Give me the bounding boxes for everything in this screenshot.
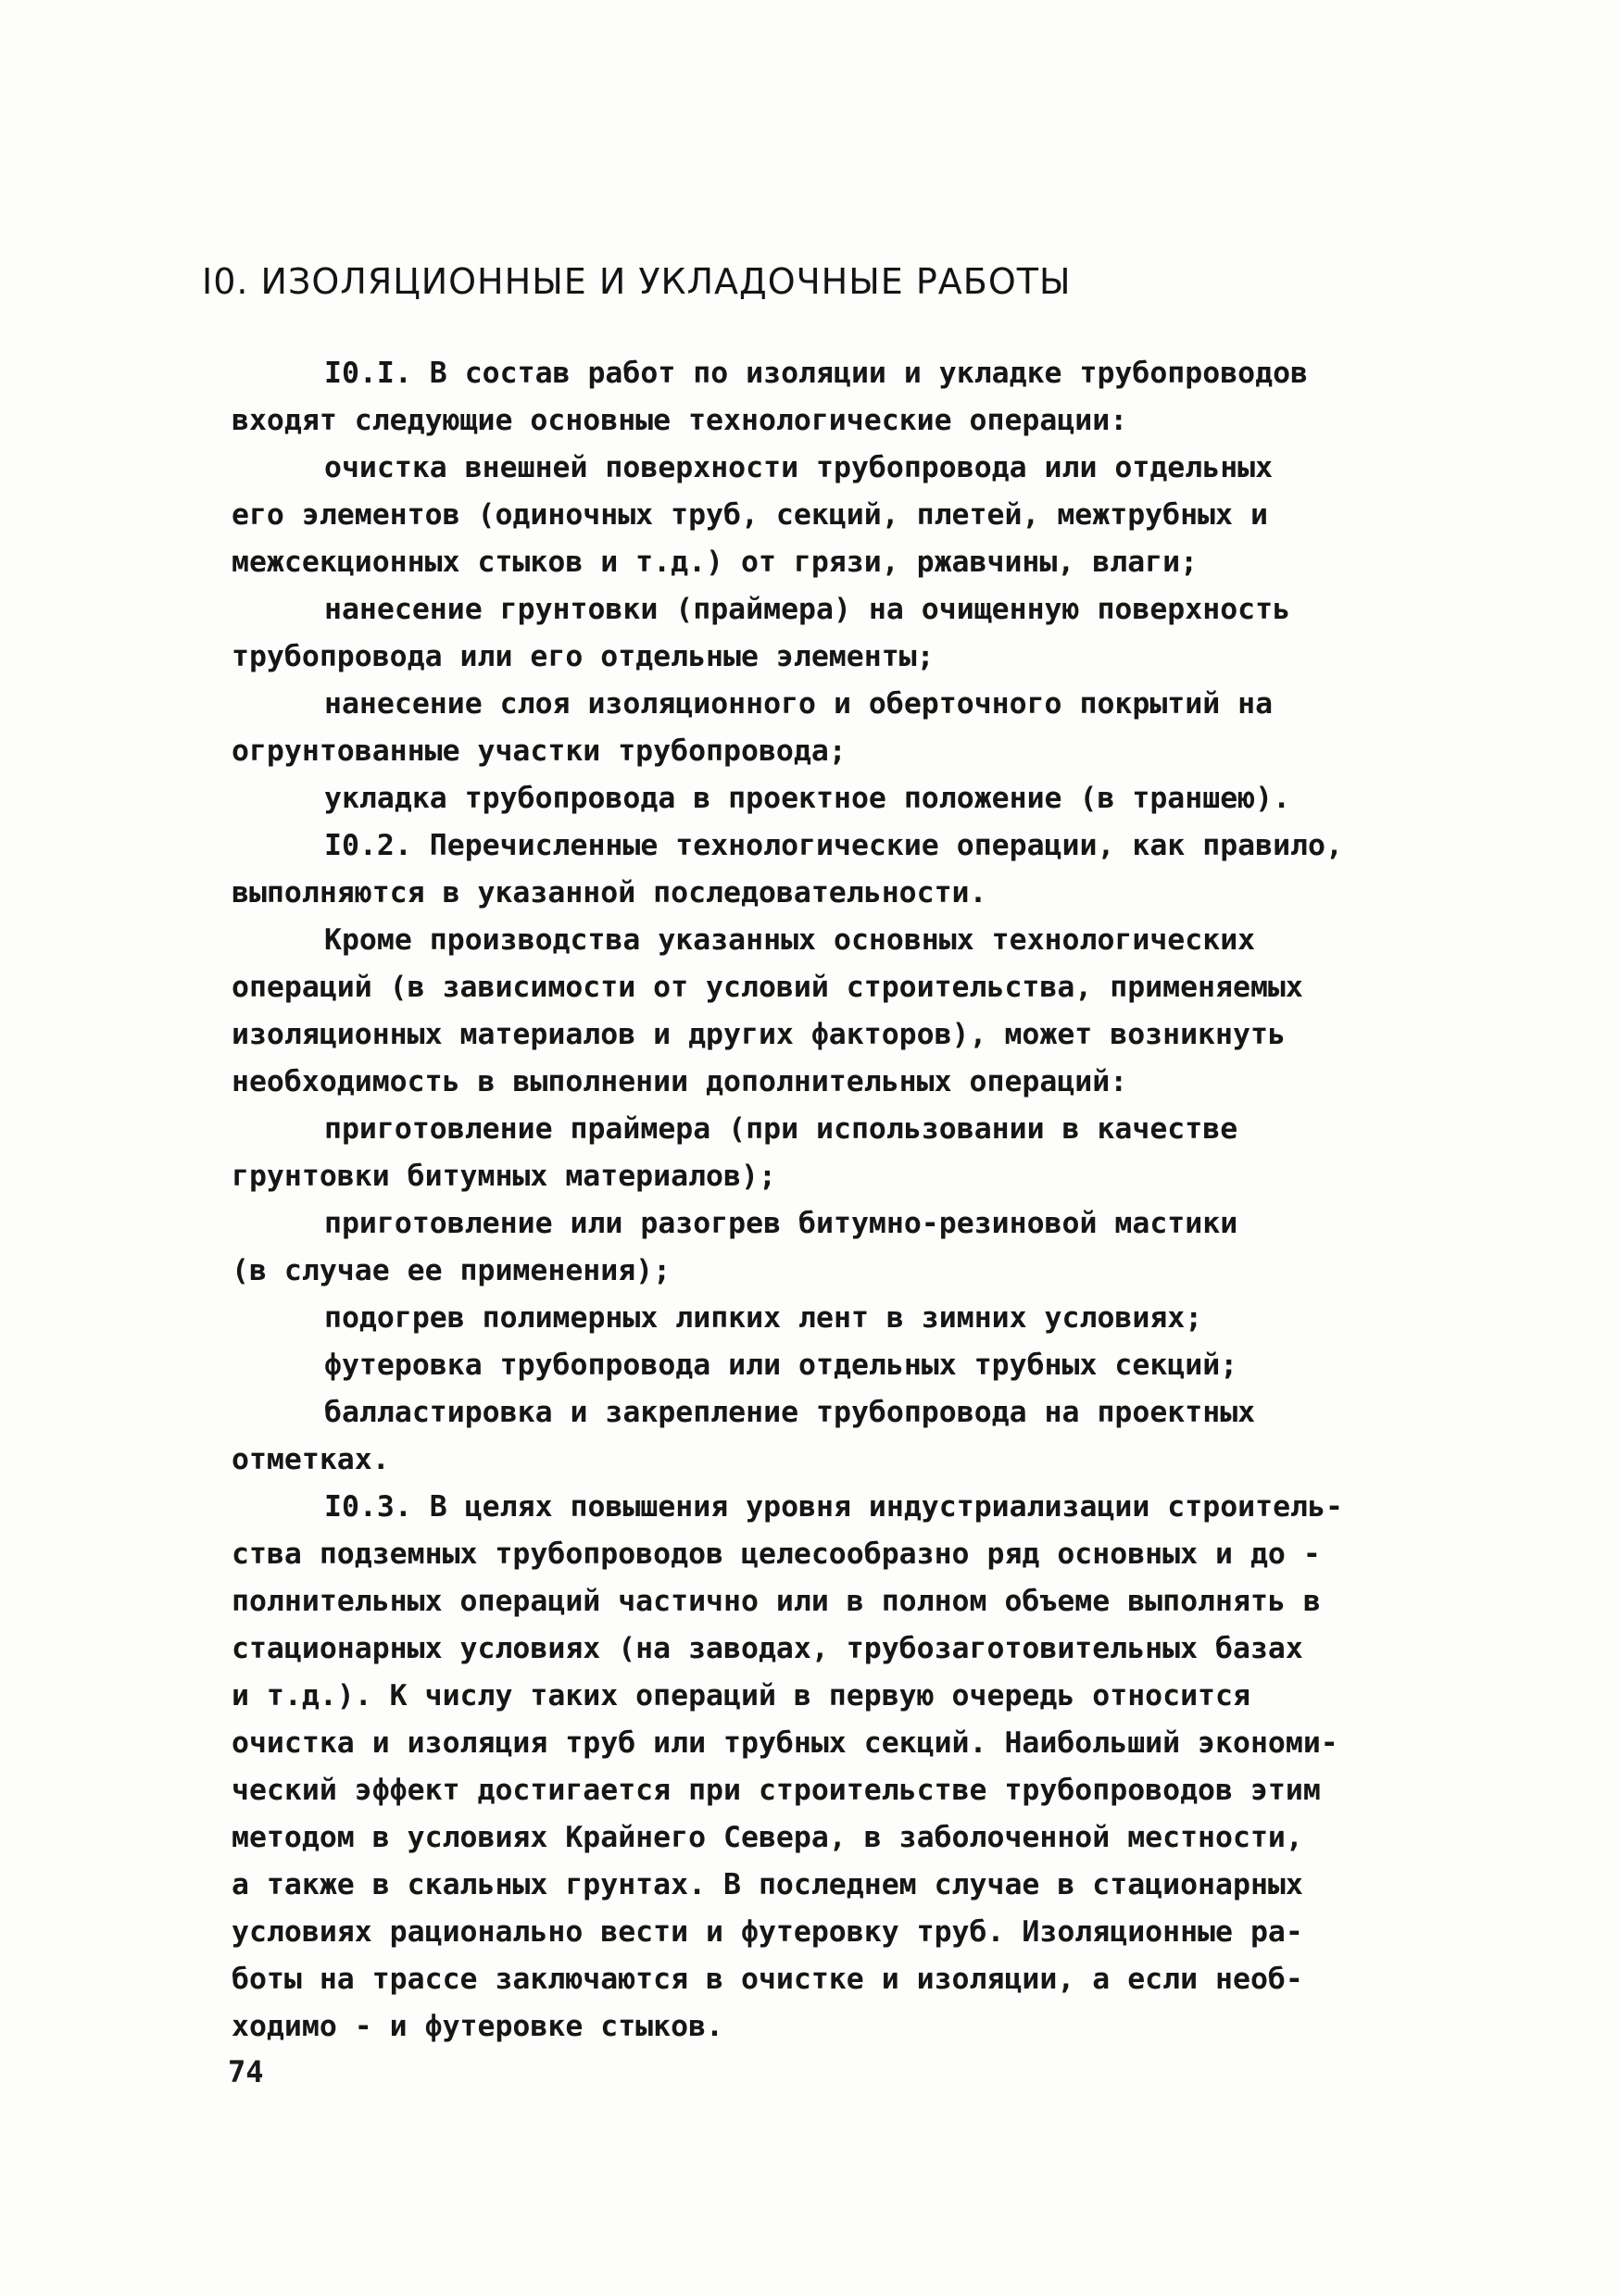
text-line: огрунтованные участки трубопровода; [232,734,847,768]
text-line: очистка и изоляция труб или трубных секций. Наибольший экономи- [232,1726,1338,1760]
text-line: трубопровода или его отдельные элементы; [232,640,935,673]
text-line: стационарных условиях (на заводах, трубозаготовительных базах [232,1632,1303,1665]
text-line: (в случае ее применения); [232,1254,672,1287]
text-line: футеровка трубопровода или отдельных трубных секций; [324,1349,1238,1382]
text-line: очистка внешней поверхности трубопровода или отдельных [324,451,1274,484]
text-line: отметках. [232,1443,390,1476]
text-line: условиях рационально вести и футеровку труб. Изоляционные ра- [232,1915,1303,1949]
text-line: изоляционных материалов и других факторов), может возникнуть [232,1018,1286,1051]
text-line: I0.3. В целях повышения уровня индустриализации строитель- [324,1490,1343,1524]
text-line: балластировка и закрепление трубопровода на проектных [324,1396,1256,1429]
text-line: методом в условиях Крайнего Севера, в заболоченной местности, [232,1821,1303,1854]
text-line: укладка трубопровода в проектное положение (в траншею). [324,782,1291,815]
text-line: подогрев полимерных липких лент в зимних условиях; [324,1301,1203,1335]
text-line: I0.I. В состав работ по изоляции и укладке трубопроводов [324,357,1309,390]
text-line: операций (в зависимости от условий строительства, применяемых [232,971,1303,1004]
text-line: и т.д.). К числу таких операций в первую очередь относится [232,1679,1250,1713]
section-heading: I0. ИЗОЛЯЦИОННЫЕ И УКЛАДОЧНЫЕ РАБОТЫ [202,261,1072,302]
text-line: Кроме производства указанных основных технологических [324,923,1256,957]
text-line: грунтовки битумных материалов); [232,1160,776,1193]
text-line: его элементов (одиночных труб, секций, плетей, межтрубных и [232,498,1268,532]
text-line: ходимо - и футеровке стыков. [232,2010,724,2043]
text-line: полнительных операций частично или в полном объеме выполнять в [232,1585,1321,1618]
text-line: I0.2. Перечисленные технологические операции, как правило, [324,829,1343,862]
text-line: ческий эффект достигается при строительстве трубопроводов этим [232,1774,1321,1807]
text-line: выполняются в указанной последовательности. [232,876,987,910]
page-number: 74 [228,2054,264,2089]
text-line: приготовление праймера (при использовании в качестве [324,1112,1238,1146]
text-line: ства подземных трубопроводов целесообразно ряд основных и до - [232,1537,1321,1571]
text-line: межсекционных стыков и т.д.) от грязи, ржавчины, влаги; [232,546,1199,579]
text-line: входят следующие основные технологические операции: [232,404,1128,437]
text-line: необходимость в выполнении дополнительных операций: [232,1065,1128,1098]
body-text [232,350,1454,2051]
text-line: нанесение грунтовки (праймера) на очищенную поверхность [324,593,1291,626]
text-line: приготовление или разогрев битумно-резиновой мастики [324,1207,1238,1240]
text-line: боты на трассе заключаются в очистке и изоляции, а если необ- [232,1963,1303,1996]
text-line: нанесение слоя изоляционного и оберточного покрытий на [324,687,1274,721]
text-line: а также в скальных грунтах. В последнем случае в стационарных [232,1868,1303,1901]
